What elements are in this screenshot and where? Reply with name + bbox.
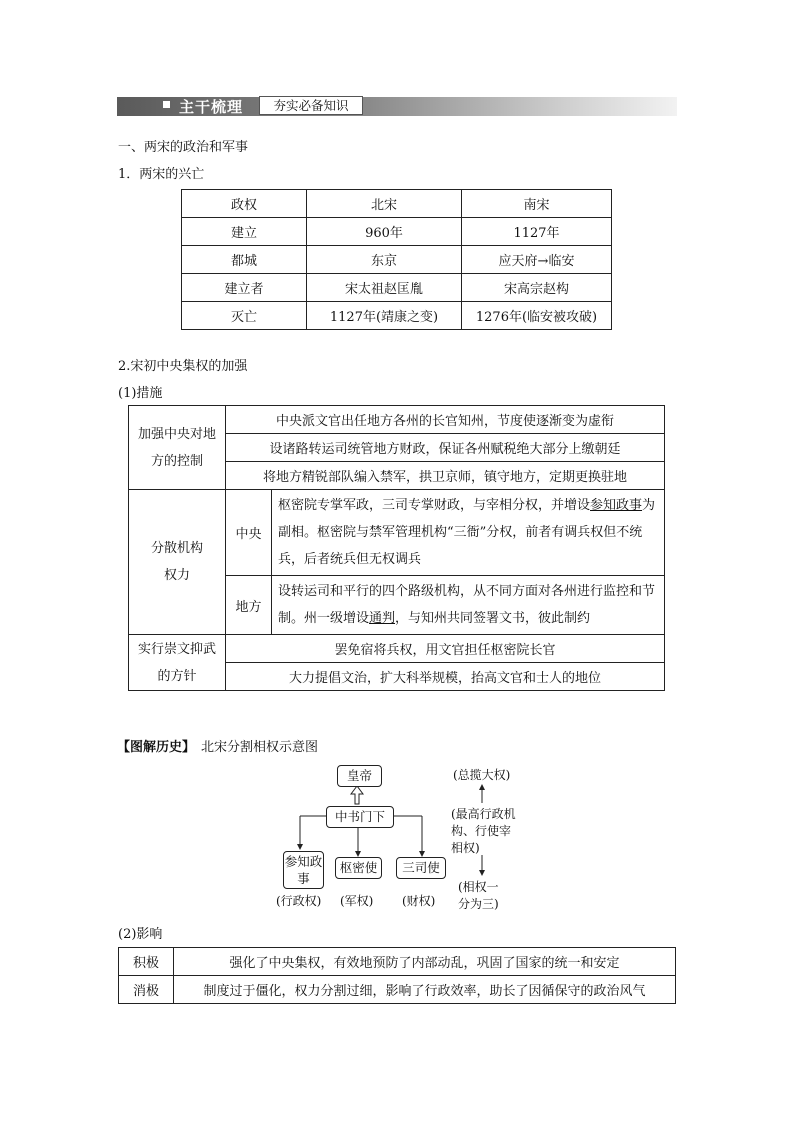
table-cell: 1127年 <box>462 218 612 246</box>
table-cell: 设诸路转运司统管地方财政，保证各州赋税绝大部分上缴朝廷 <box>226 434 665 462</box>
table-header-cell: 南宋 <box>462 190 612 218</box>
table-cell: 罢免宿将兵权，用文官担任枢密院长官 <box>226 635 665 663</box>
category-cell: 分散机构权力 <box>129 490 226 635</box>
table-cell: 960年 <box>307 218 462 246</box>
arrow-head-icon <box>297 844 303 850</box>
arrow-down-icon <box>479 870 485 876</box>
table-cell: 建立 <box>182 218 307 246</box>
category-cell: 加强中央对地方的控制 <box>129 406 226 490</box>
note-supreme-administration: (最高行政机构、行使宰相权) <box>451 807 516 855</box>
node-emperor: 皇帝 <box>337 765 382 787</box>
diagram-heading <box>117 736 318 755</box>
note-overall-power: (总揽大权) <box>453 768 511 782</box>
table-cell: 大力提倡文治，扩大科举规模，抬高文官和士人的地位 <box>226 663 665 691</box>
heading-effects: (2)影响 <box>118 927 163 942</box>
table-cell: 应天府→临安 <box>462 246 612 274</box>
underlined-term: 参知政事 <box>590 498 643 513</box>
heading-rise-fall: 1．两宋的兴亡 <box>118 167 205 182</box>
measures-table <box>128 405 665 691</box>
text-span: 枢密院专掌军政，三司专掌财政，与宰相分权，并增设 <box>278 498 591 513</box>
effect-type-cell: 积极 <box>119 948 174 976</box>
note-power-split: (相权一分为三) <box>458 880 499 911</box>
table-row <box>182 246 612 274</box>
central-text-cell <box>272 490 665 576</box>
node-secretariat: 中书门下 <box>326 806 394 828</box>
bullet-square-icon <box>163 101 170 108</box>
effect-type-cell: 消极 <box>119 976 174 1004</box>
table-cell: 建立者 <box>182 274 307 302</box>
local-text-cell <box>272 576 665 635</box>
table-cell: 1276年(临安被攻破) <box>462 302 612 330</box>
text-span: ，与知州共同签署文书，彼此制约 <box>395 611 591 626</box>
heading-measures: (1)措施 <box>118 386 163 401</box>
table-cell: 1127年(靖康之变) <box>307 302 462 330</box>
caption-executive: (行政权) <box>276 894 322 908</box>
table-row <box>129 406 665 434</box>
text-span: 设转运司和平行的四个路级机构，从不同方面对各州进行监控和节制。州一级增设 <box>278 584 656 626</box>
diagram-title: 北宋分割相权示意图 <box>201 740 319 755</box>
node-military-commissioner: 枢密使 <box>335 857 382 879</box>
node-deputy-chancellor: 参知政事 <box>283 851 324 889</box>
sub-category-cell: 中央 <box>226 490 272 576</box>
sub-category-cell: 地方 <box>226 576 272 635</box>
table-row <box>119 976 676 1004</box>
table-row <box>182 302 612 330</box>
table-header-cell: 北宋 <box>307 190 462 218</box>
table-header-row <box>182 190 612 218</box>
table-cell: 灭亡 <box>182 302 307 330</box>
table-cell: 宋太祖赵匡胤 <box>307 274 462 302</box>
heading-politics-military: 一、两宋的政治和军事 <box>118 140 249 155</box>
table-header-cell: 政权 <box>182 190 307 218</box>
table-row <box>182 274 612 302</box>
table-cell: 中央派文官出任地方各州的长官知州，节度使逐渐变为虚衔 <box>226 406 665 434</box>
effects-table <box>118 947 676 1004</box>
section-tag: 夯实必备知识 <box>259 96 363 115</box>
table-row <box>182 218 612 246</box>
section-title: 主干梳理 <box>179 98 244 116</box>
table-row <box>129 635 665 663</box>
caption-finance: (财权) <box>402 894 436 908</box>
node-finance-commissioner: 三司使 <box>396 857 446 879</box>
text-span: 为副相。枢密院与禁军管理机构“三衙”分权，前者有调兵权但不统兵，后者统兵但无权调兵 <box>278 498 656 567</box>
category-cell: 实行崇文抑武的方针 <box>129 635 226 691</box>
effect-text-cell: 强化了中央集权，有效地预防了内部动乱，巩固了国家的统一和安定 <box>174 948 676 976</box>
effect-text-cell: 制度过于僵化，权力分割过细，影响了行政效率，助长了因循保守的政治风气 <box>174 976 676 1004</box>
table-cell: 将地方精锐部队编入禁军，拱卫京师，镇守地方，定期更换驻地 <box>226 462 665 490</box>
arrow-up-icon <box>479 784 485 790</box>
table-cell: 东京 <box>307 246 462 274</box>
table-cell: 都城 <box>182 246 307 274</box>
table-cell: 宋高宗赵构 <box>462 274 612 302</box>
hollow-up-arrow <box>351 786 363 804</box>
underlined-term: 通判 <box>369 611 396 626</box>
rise-fall-table <box>181 189 612 330</box>
caption-military: (军权) <box>340 894 374 908</box>
table-row <box>129 490 665 576</box>
diagram-label: 【图解历史】 <box>117 740 196 755</box>
table-row <box>119 948 676 976</box>
heading-centralization: 2.宋初中央集权的加强 <box>118 359 248 374</box>
